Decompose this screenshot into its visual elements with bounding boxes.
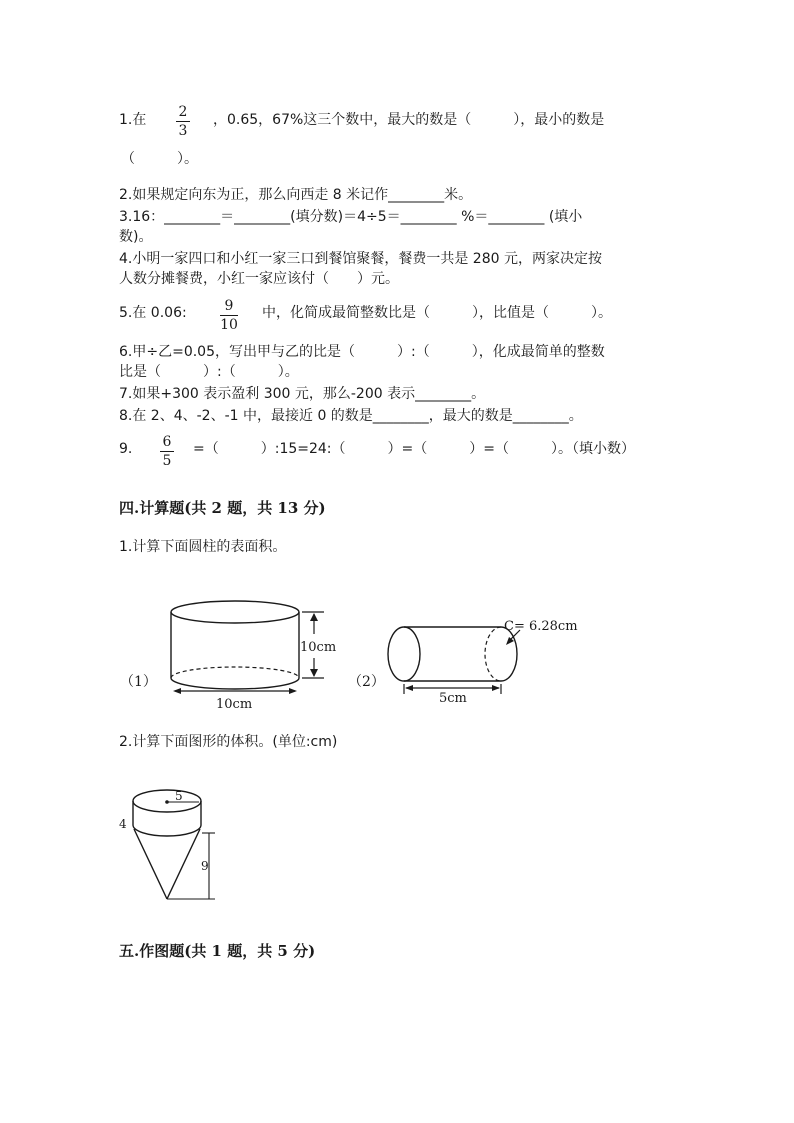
q9-frac-den: 5 [162,453,172,469]
cylinder-figure-2 [348,610,578,710]
q1-continuation: （ ）。 [121,151,198,167]
cyl2-right-back [485,627,501,681]
q5-text: 中，化简成最简整数比是（ ），比值是（ ）。 [262,305,612,321]
q3-line1: 3.16：________＝________(填分数)＝4÷5＝________ %＝________ (填小 [119,209,583,225]
q1-prefix: 1.在 [119,112,147,128]
q9-text: =（ ）:15=24:（ ）=（ ）=（ ）。（填小数） [193,441,635,457]
q9-prefix: 9. [119,441,133,457]
cyl1-height-arrow-up [310,613,318,621]
q4-line2: 人数分摊餐费，小红一家应该付（ ）元。 [119,271,399,287]
q9-frac-num: 6 [162,434,172,450]
cyl1-height-arrow-down [310,669,318,677]
fig3-cyl-bottom [133,825,201,836]
q6-line1: 6.甲÷乙=0.05，写出甲与乙的比是（ ）:（ ），化成最简单的整数 [119,344,605,360]
cyl1-top-ellipse [171,601,299,623]
cyl1-diameter-label: 10cm [216,697,253,712]
cyl1-bottom-front [171,678,299,689]
fig3-cone-left [134,829,167,899]
fig1-number-label: （1） [120,674,157,690]
cyl1-height-label: 10cm [300,640,337,655]
q1-frac-num: 2 [178,104,188,120]
q7-text: 7.如果+300 表示盈利 300 元，那么-200 表示________。 [119,386,486,402]
q9-fraction [160,434,174,469]
q6-line2: 比是（ ）:（ ）。 [119,364,299,380]
fig3-radius-label: 5 [175,789,183,803]
cyl2-length-arrow-left [405,685,413,691]
q1-text: ，0.65，67%这三个数中，最大的数是（ ），最小的数是 [213,112,605,128]
fig3-cone-right [167,829,200,899]
q4-line1: 4.小明一家四口和小红一家三口到餐馆聚餐，餐费一共是 280 元，两家决定按 [119,251,602,267]
section5-title: 五.作图题(共 1 题，共 5 分) [119,942,316,960]
cyl2-length-arrow-right [492,685,500,691]
q2-text: 2.如果规定向东为正，那么向西走 8 米记作________米。 [119,187,473,203]
cyl1-diameter-arrow-left [173,688,181,694]
cylinder-cone-figure [115,783,225,903]
cyl2-length-label: 5cm [439,691,467,706]
cyl1-bottom-back [171,667,299,678]
q5-frac-num: 9 [224,298,234,314]
section4-problem1: 1.计算下面圆柱的表面积。 [119,539,287,555]
q1-fraction [176,104,190,139]
q3-line2: 数)。 [119,229,153,245]
q1-frac-den: 3 [178,123,188,139]
q5-fraction [220,298,238,333]
fig3-cone-height-label: 9 [201,859,209,873]
section4-problem2: 2.计算下面图形的体积。(单位:cm) [119,734,338,750]
q8-text: 8.在 2、4、-2、-1 中，最接近 0 的数是________，最大的数是________。 [119,408,583,424]
fig2-number-label: （2） [348,674,385,690]
cyl2-left-ellipse [388,627,420,681]
cylinder-figure-1 [120,598,350,713]
q5-frac-den: 10 [220,317,238,333]
cyl1-diameter-arrow-right [289,688,297,694]
section4-title: 四.计算题(共 2 题，共 13 分) [119,499,326,517]
q5-prefix: 5.在 0.06: [119,305,187,321]
cyl2-circ-arrowhead [506,637,514,645]
fig3-cyl-height-label: 4 [119,817,127,831]
cyl2-circumference-label: C= 6.28cm [504,619,578,634]
